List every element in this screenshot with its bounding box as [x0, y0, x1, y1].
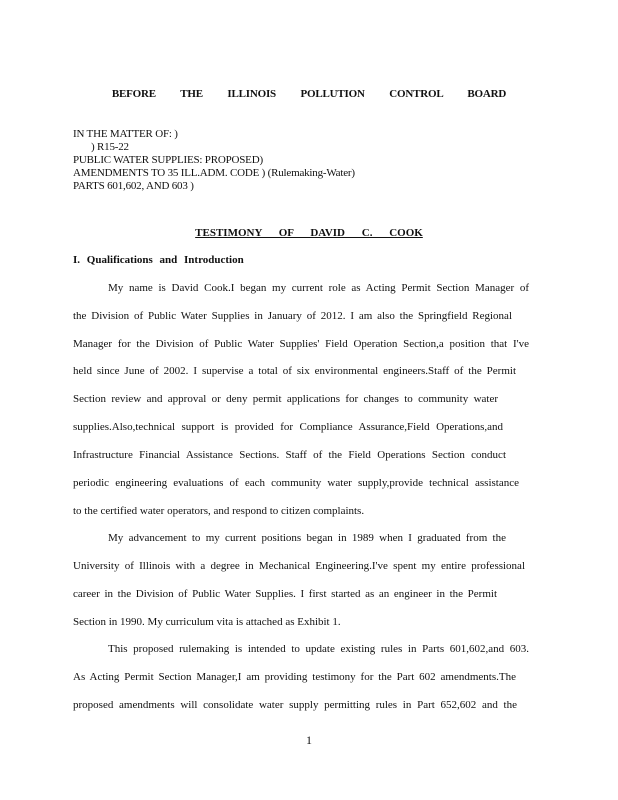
- caption-line: AMENDMENTS TO 35 ILL.ADM. CODE ) (Rulemaking-Water): [73, 167, 355, 179]
- body-line: the Division of Public Water Supplies in January of 2012. I am also the Springfield Regional: [73, 310, 512, 322]
- body-line: This proposed rulemaking is intended to update existing rules in Parts 601,602,and 603.: [108, 643, 529, 655]
- testimony-title-wrapper: [0, 227, 618, 239]
- body-line: held since June of 2002. I supervise a total of six environmental engineers.Staff of the Permit: [73, 365, 516, 377]
- body-line: Section review and approval or deny permit applications for changes to community water: [73, 393, 498, 405]
- body-line: to the certified water operators, and respond to citizen complaints.: [73, 505, 365, 517]
- body-line: Infrastructure Financial Assistance Sections. Staff of the Field Operations Section conduct: [73, 449, 506, 461]
- board-heading: BEFORE THE ILLINOIS POLLUTION CONTROL BOARD: [111, 88, 507, 100]
- page-number: 1: [306, 733, 312, 747]
- body-line: My name is David Cook.I began my current role as Acting Permit Section Manager of: [108, 282, 529, 294]
- body-line: proposed amendments will consolidate water supply permitting rules in Part 652,602 and the: [73, 699, 517, 711]
- body-line: Section in 1990. My curriculum vita is attached as Exhibit 1.: [73, 616, 341, 628]
- caption-line: IN THE MATTER OF: ): [73, 128, 178, 140]
- body-line: career in the Division of Public Water Supplies. I first started as an engineer in the Permit: [73, 588, 497, 600]
- body-line: supplies.Also,technical support is provided for Compliance Assurance,Field Operations,and: [73, 421, 503, 433]
- body-line: My advancement to my current positions began in 1989 when I graduated from the: [108, 532, 506, 544]
- body-line: As Acting Permit Section Manager,I am providing testimony for the Part 602 amendments.The: [73, 671, 516, 683]
- body-line: Manager for the Division of Public Water Supplies' Field Operation Section,a position that I've: [73, 338, 529, 350]
- caption-line: PUBLIC WATER SUPPLIES: PROPOSED): [73, 154, 263, 166]
- section-heading: I. Qualifications and Introduction: [73, 254, 244, 266]
- caption-line: ) R15-22: [91, 141, 129, 153]
- body-line: University of Illinois with a degree in Mechanical Engineering.I've spent my entire professional: [73, 560, 525, 572]
- caption-line: PARTS 601,602, AND 603 ): [73, 180, 194, 192]
- body-line: periodic engineering evaluations of each community water supply,provide technical assistance: [73, 477, 519, 489]
- testimony-title: TESTIMONY OF DAVID C. COOK: [195, 227, 423, 239]
